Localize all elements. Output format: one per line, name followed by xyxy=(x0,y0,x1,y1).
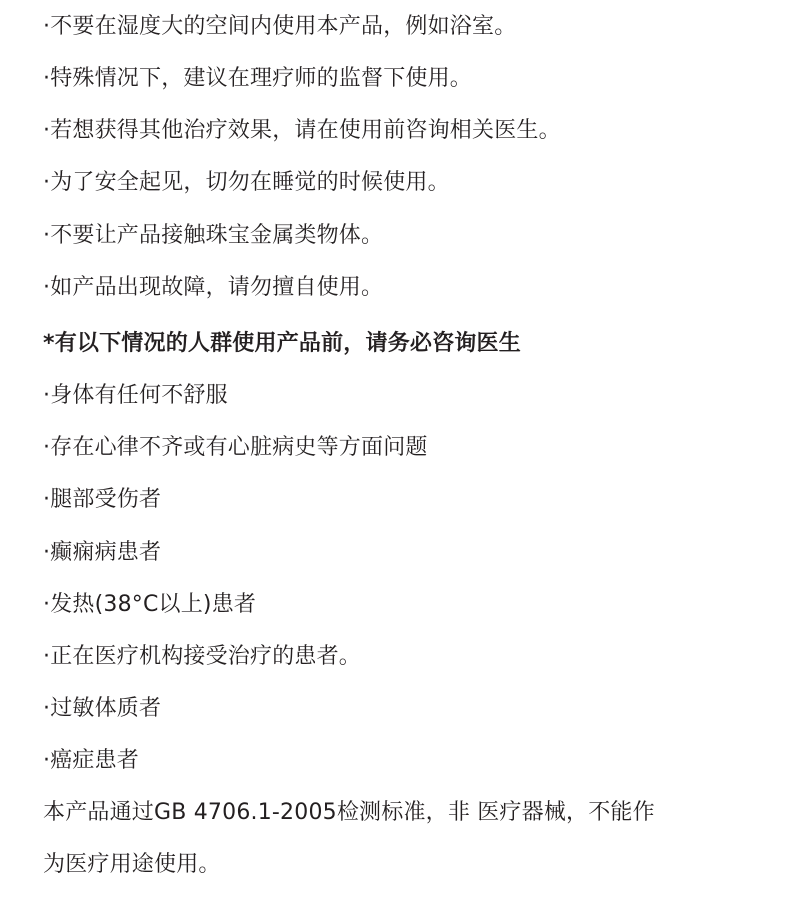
condition-item: ·身体有任何不舒服 xyxy=(43,383,228,408)
warning-item: ·不要在湿度大的空间内使用本产品，例如浴室。 xyxy=(43,14,517,39)
condition-item: ·腿部受伤者 xyxy=(43,487,162,512)
certification-note-line1: 本产品通过GB 4706.1-2005检测标准，非 医疗器械，不能作 xyxy=(43,800,655,825)
condition-item: ·过敏体质者 xyxy=(43,696,162,721)
warning-item: ·特殊情况下，建议在理疗师的监督下使用。 xyxy=(43,66,472,91)
section-heading: *有以下情况的人群使用产品前，请务必咨询医生 xyxy=(43,331,521,356)
warning-item: ·如产品出现故障，请勿擅自使用。 xyxy=(43,275,384,300)
warning-item: ·若想获得其他治疗效果，请在使用前咨询相关医生。 xyxy=(43,118,561,143)
condition-item: ·正在医疗机构接受治疗的患者。 xyxy=(43,644,361,669)
certification-note-line2: 为医疗用途使用。 xyxy=(43,852,221,877)
condition-item: ·癫痫病患者 xyxy=(43,540,162,565)
condition-item: ·发热(38°C以上)患者 xyxy=(43,592,257,617)
condition-item: ·癌症患者 xyxy=(43,748,139,773)
condition-item: ·存在心律不齐或有心脏病史等方面问题 xyxy=(43,435,428,460)
warning-item: ·为了安全起见，切勿在睡觉的时候使用。 xyxy=(43,170,450,195)
warning-item: ·不要让产品接触珠宝金属类物体。 xyxy=(43,223,384,248)
